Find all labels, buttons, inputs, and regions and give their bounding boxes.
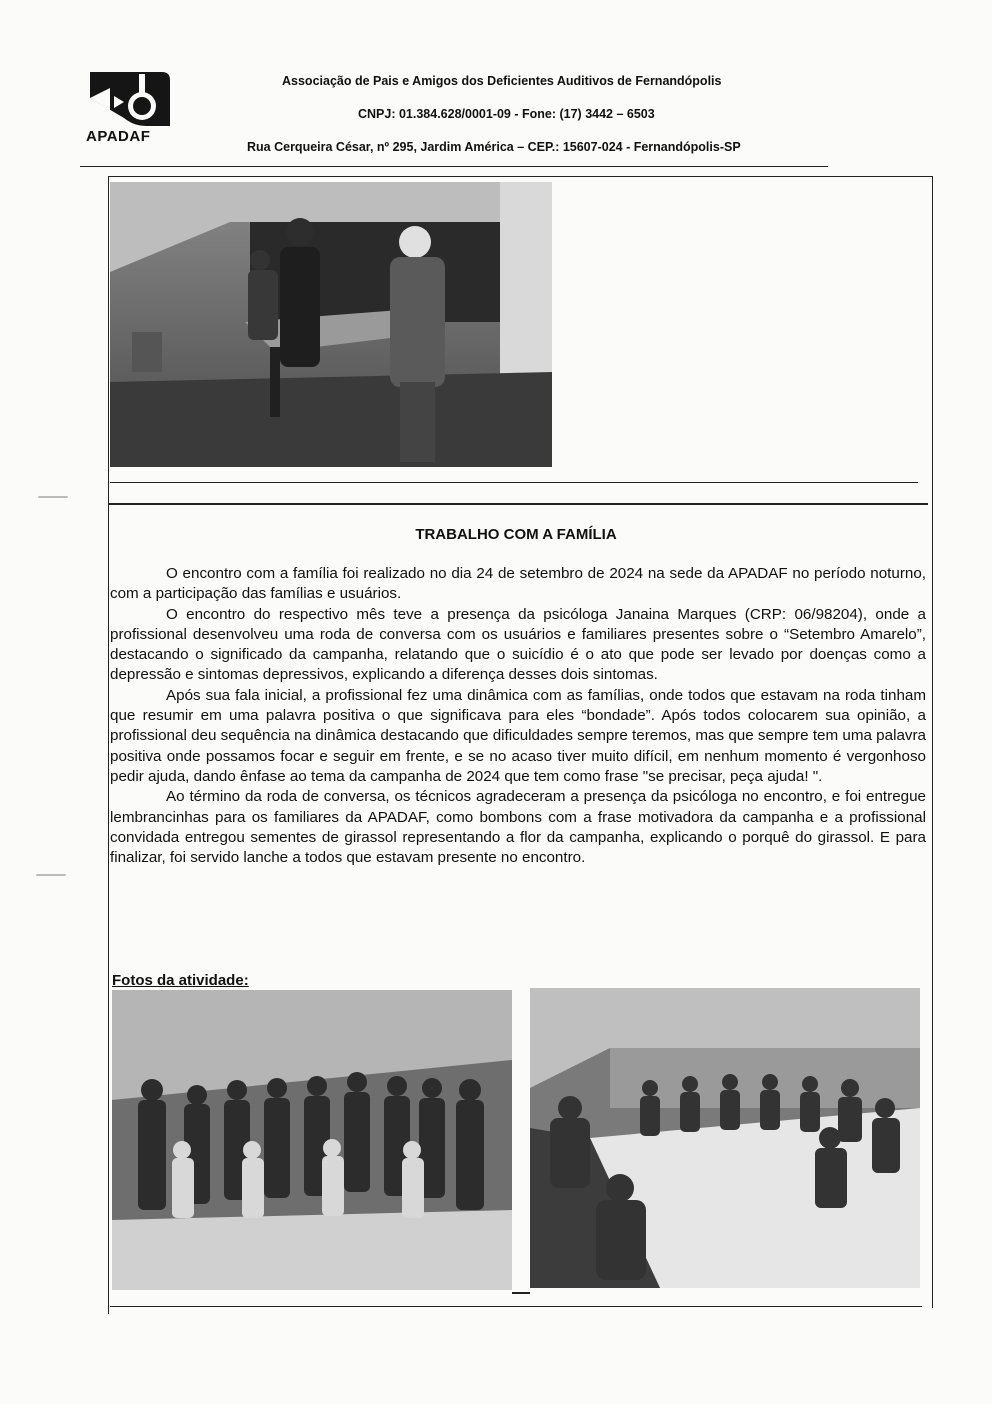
frame-left-border: [108, 176, 109, 1314]
paragraph: O encontro do respectivo mês teve a presença da psicóloga Janaina Marques (CRP: 06/98204), onde a profissional desenvolveu uma roda de conversa com os usuários e familiares presentes sobre o “Setembro Amarelo”, destacando o significado da campanha, relatando que o suicídio é o ato que pode ser levado por doenças como a depressão e sintomas depressivos, explicando a diferença desses dois sintomas.: [110, 605, 926, 684]
paragraph: Ao término da roda de conversa, os técnicos agradeceram a presença da psicóloga no encontro, e foi entregue lembrancinhas para os familiares da APADAF, como bombons com a frase motivadora da campanha e a profissional convidada entregou sementes de girassol representando a flor da campanha, explicando o porquê do girassol. E para finalizar, foi servido lanche a todos que estavam presente no encontro.: [110, 788, 926, 867]
header-rule: [80, 166, 828, 167]
photo-conversation-circle: [530, 988, 920, 1288]
frame-right-border: [932, 176, 933, 1308]
logo-text: APADAF: [86, 128, 151, 145]
paragraph: O encontro com a família foi realizado no dia 24 de setembro de 2024 na sede da APADAF no período noturno, com a participação das famílias e usuários.: [110, 565, 926, 603]
paragraph: Após sua fala inicial, a profissional fez uma dinâmica com as famílias, onde todos que estavam na roda tinham que resumir em uma palavra positiva o que significava para eles “bondade”. Após todos colocarem sua opinião, a profissional deu sequência na dinâmica destacando que dificuldades sempre teremos, mas que sempre tem uma palavra positiva onde possamos focar e seguir em frente, e se no acaso tiver muito difícil, em nenhum momento é vergonhoso pedir ajuda, dando ênfase ao tema da campanha de 2024 que tem como frase "se precisar, peça ajuda! ".: [110, 686, 926, 785]
bottom-rule: [110, 1306, 922, 1307]
photo-group: [112, 990, 512, 1290]
contact-info: CNPJ: 01.384.628/0001-09 - Fone: (17) 3442 – 6503: [358, 107, 655, 121]
section-title: TRABALHO COM A FAMÍLIA: [415, 526, 617, 543]
photo-table-game: [110, 182, 552, 467]
organization-name: Associação de Pais e Amigos dos Deficientes Auditivos de Fernandópolis: [282, 74, 722, 88]
photos-label: Fotos da atividade:: [112, 972, 249, 989]
frame-top-border: [108, 176, 932, 177]
divider-thin: [110, 482, 918, 483]
address: Rua Cerqueira César, nº 295, Jardim América – CEP.: 15607-024 - Fernandópolis-SP: [247, 140, 741, 154]
margin-mark: [38, 496, 68, 498]
section-body: [110, 564, 926, 868]
center-mark: [512, 1292, 530, 1294]
divider-thick: [108, 503, 928, 505]
margin-mark: [36, 874, 66, 876]
